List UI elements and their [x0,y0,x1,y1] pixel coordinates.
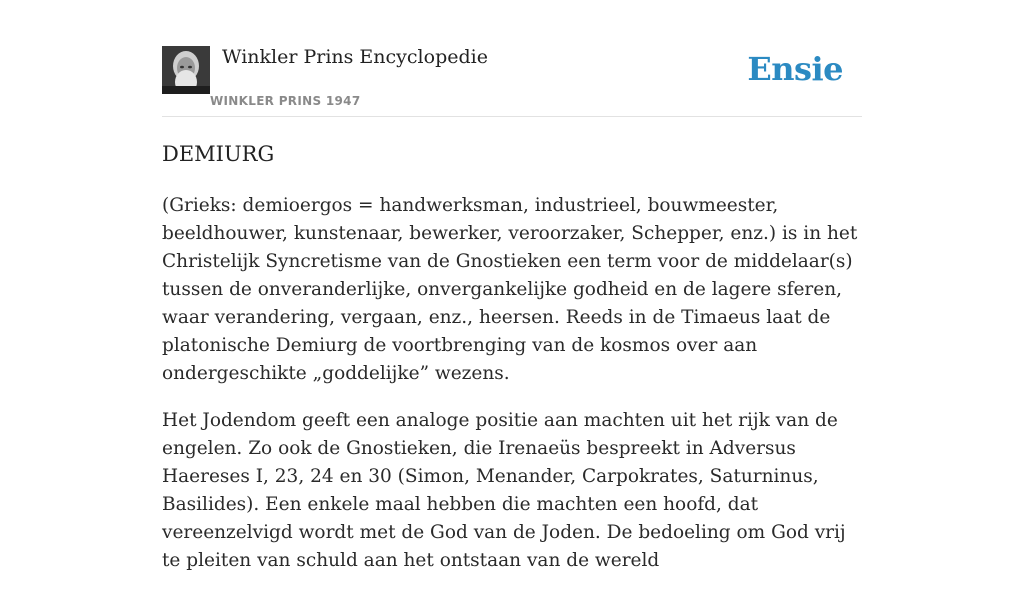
source-title[interactable]: Winkler Prins Encyclopedie [222,46,488,68]
paragraph: Het Jodendom geeft een analoge positie aan machten uit het rijk van de engelen. Zo ook de Gnostieken, die Irenaeüs bespreekt in Adversus Haereses I, 23, 24 en 30 (Simon, Menander, Carpokrates, Saturninus, Basilides). Een enkele maal hebben die machten een hoofd, dat vereenzelvigd wordt met de God van de Joden. De bedoeling om God vrij te pleiten van schuld aan het ontstaan van de wereld [162,410,846,571]
entry-title: DEMIURG [162,142,275,166]
portrait-avatar-icon[interactable] [162,46,210,94]
paragraph: (Grieks: demioergos = handwerksman, industrieel, bouwmeester, beeldhouwer, kunstenaar, bewerker, veroorzaker, Schepper, enz.) is in het Christelijk Syncretisme van de Gnostieken een term voor de middelaar(s) tussen de onveranderlijke, onvergankelijke godheid en de lagere sferen, waar verandering, vergaan, enz., heersen. Reeds in de Timaeus laat de platonische Demiurg de voortbrenging van de kosmos over aan ondergeschikte „goddelijke” wezens. [162,195,858,384]
brand-logo[interactable]: Ensie [747,50,843,88]
source-subtitle[interactable]: WINKLER PRINS 1947 [210,94,361,108]
source-header [162,46,862,117]
entry-content [162,192,862,594]
